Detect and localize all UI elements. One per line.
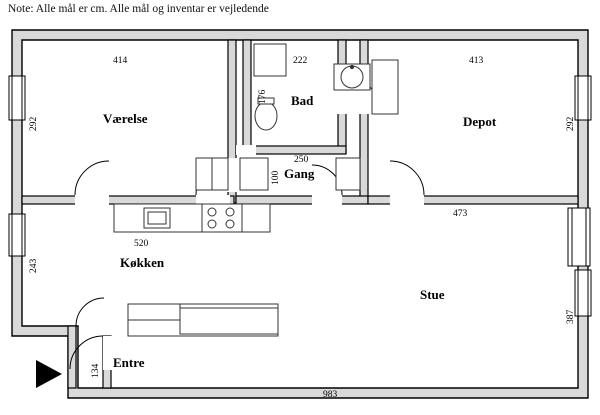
dimension-292-left: 292: [29, 116, 39, 131]
room-label-depot: Depot: [463, 114, 497, 129]
dimension-292-right: 292: [566, 116, 576, 131]
dimension-222: 222: [293, 56, 308, 66]
dimension-243: 243: [29, 258, 39, 273]
dimension-414: 414: [113, 56, 128, 66]
kitchen-counter: [114, 204, 270, 232]
measurement-note: Note: Alle mål er cm. Alle mål og inventar er vejledende: [8, 3, 269, 15]
dimension-100: 100: [271, 170, 281, 185]
bathroom-fixtures: [254, 44, 398, 130]
dimension-413: 413: [469, 56, 484, 66]
room-label-kokken: Køkken: [120, 255, 165, 270]
floorplan-svg: [0, 18, 600, 410]
entry-arrow-icon: [36, 360, 62, 388]
room-label-vaerelse: Værelse: [103, 111, 148, 126]
room-label-bad: Bad: [291, 93, 314, 108]
room-label-stue: Stue: [420, 287, 445, 302]
exterior-walls: [12, 30, 588, 398]
living-room-furniture: [128, 304, 278, 336]
room-label-entre: Entre: [113, 355, 145, 370]
dimension-134: 134: [91, 363, 101, 378]
floorplan-diagram: [0, 18, 600, 410]
dimension-387: 387: [566, 309, 576, 324]
dimension-473: 473: [453, 209, 468, 219]
dimension-250: 250: [294, 155, 309, 165]
dimension-983: 983: [323, 390, 338, 400]
dimension-520: 520: [134, 239, 149, 249]
room-label-gang: Gang: [284, 166, 315, 181]
dimension-176: 176: [258, 89, 268, 104]
